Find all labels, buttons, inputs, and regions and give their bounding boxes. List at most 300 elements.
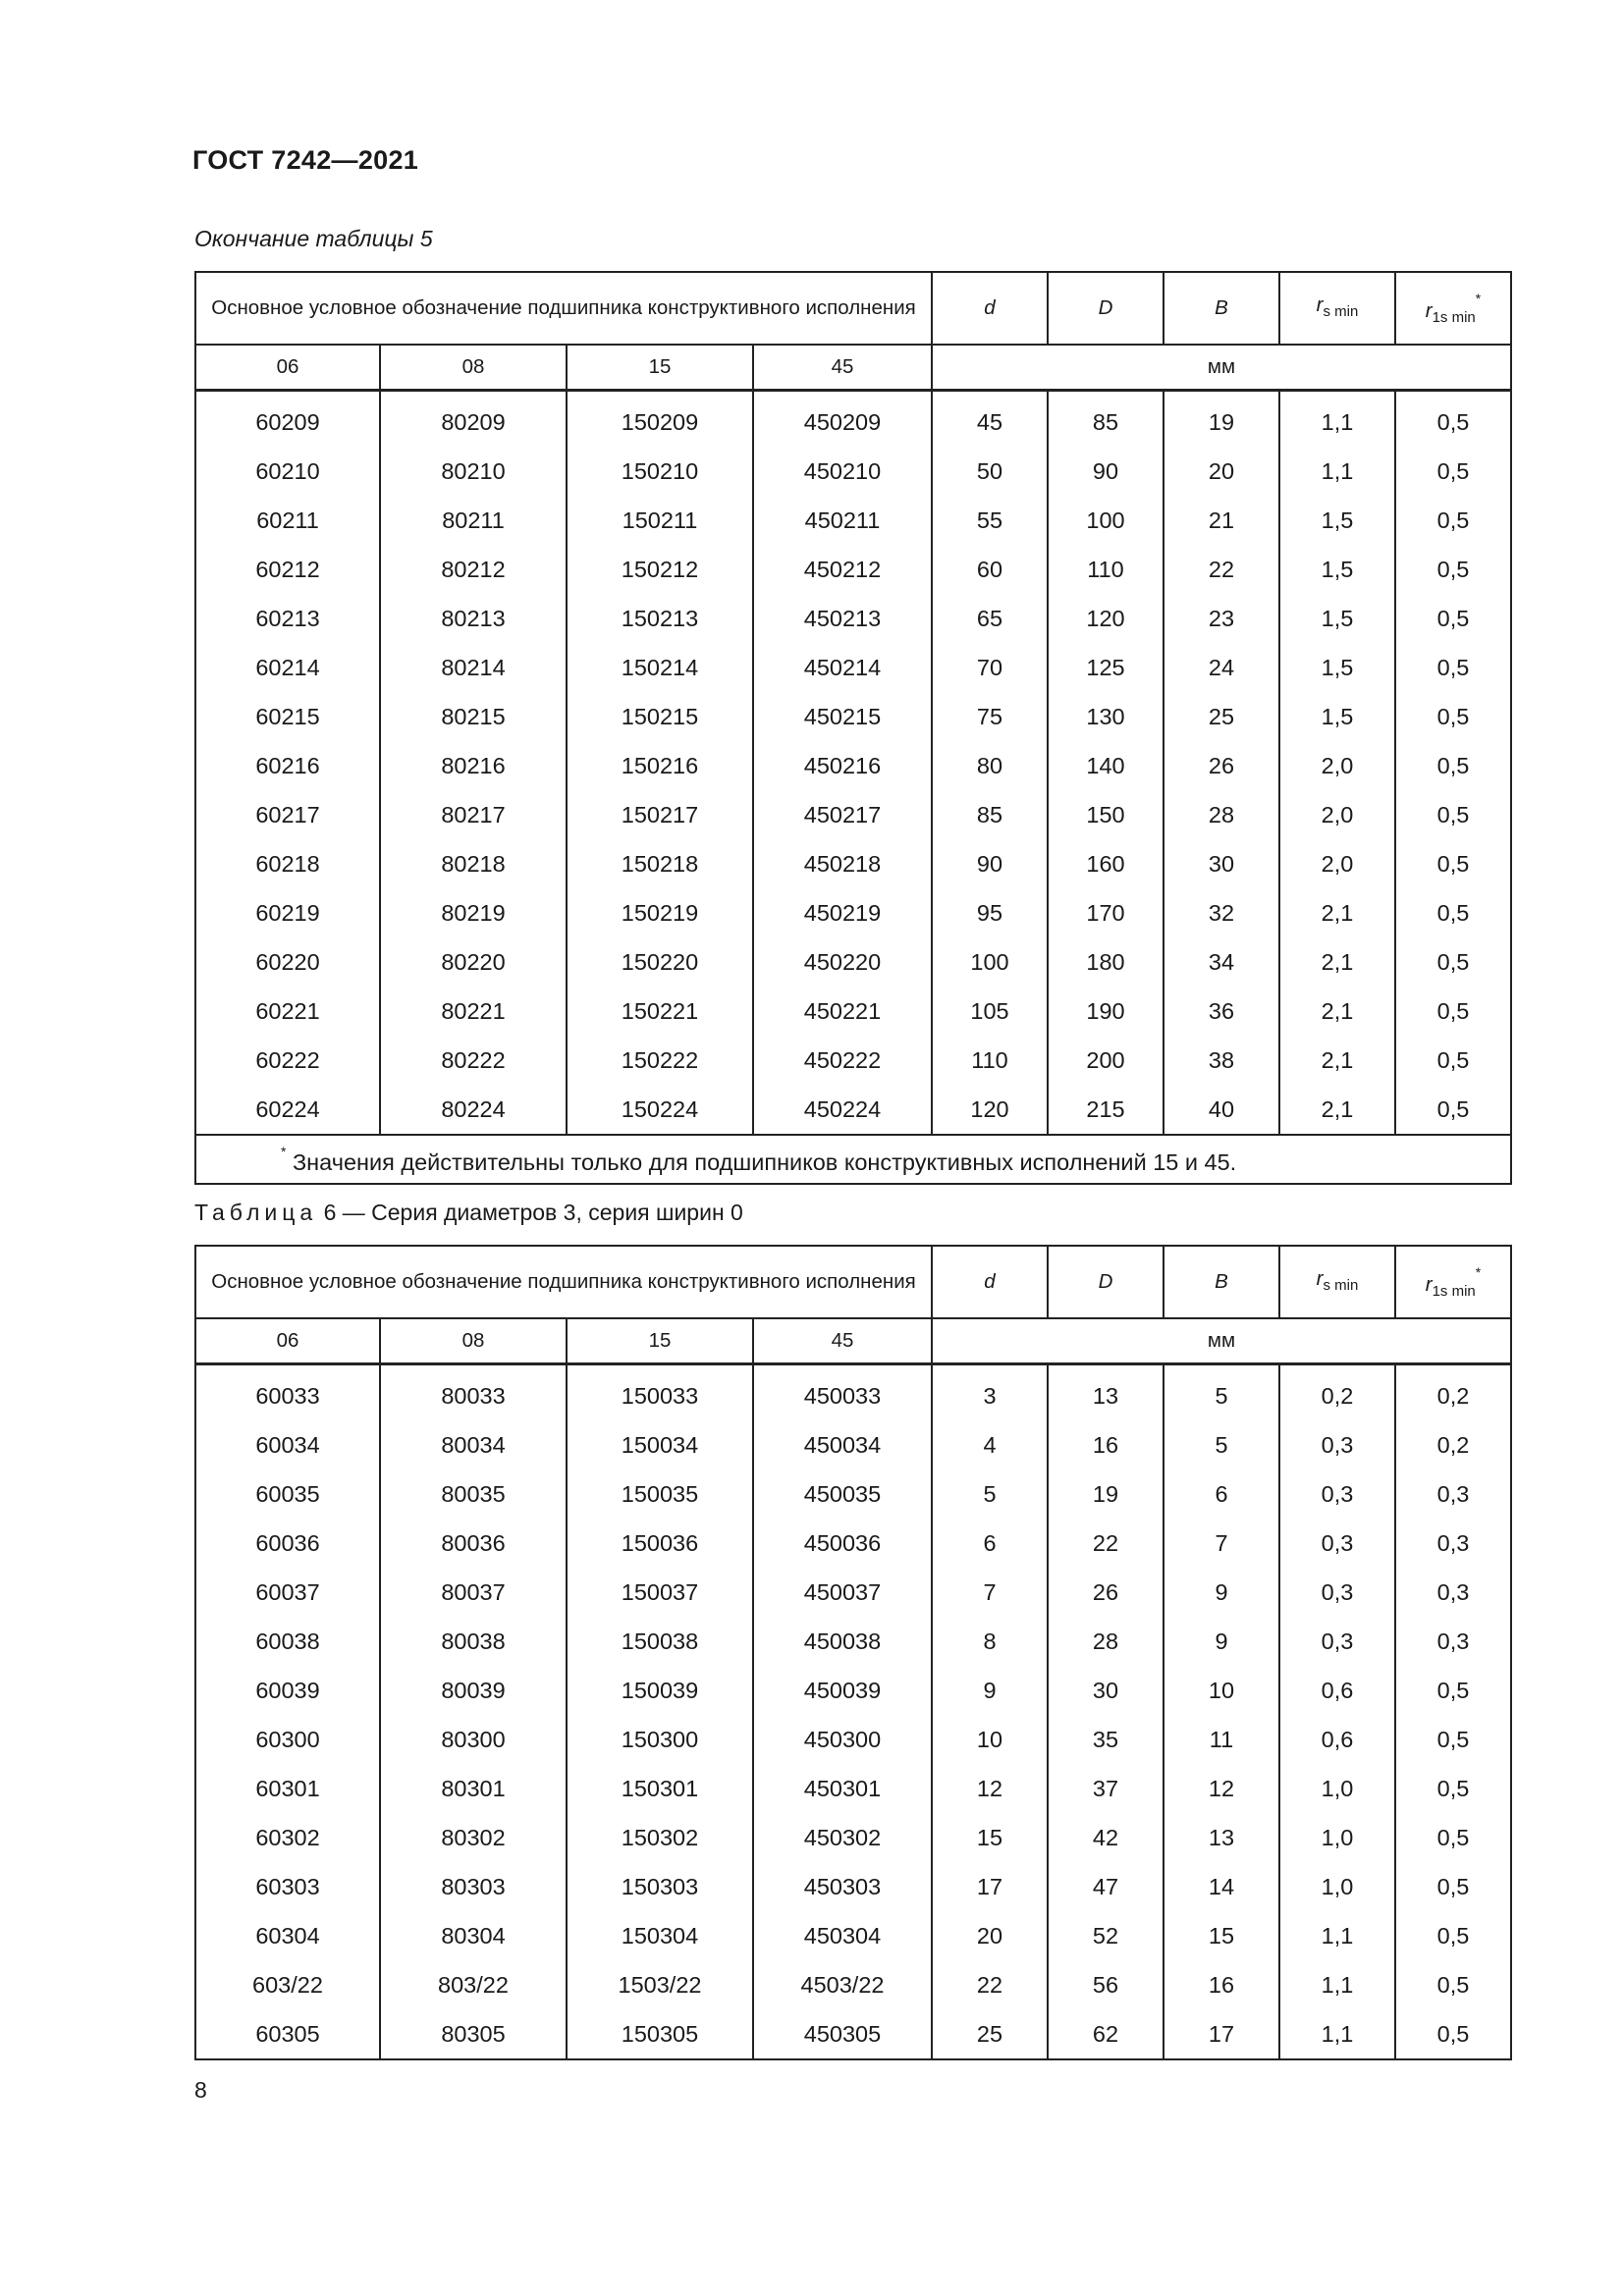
table-cell: 450213 bbox=[753, 594, 932, 643]
table-row bbox=[195, 1420, 1511, 1469]
table-cell: 2,1 bbox=[1279, 937, 1395, 987]
table-cell: 80224 bbox=[380, 1085, 567, 1135]
table-cell: 0,5 bbox=[1395, 1960, 1511, 2009]
table-cell: 150039 bbox=[567, 1666, 753, 1715]
table-cell: 60038 bbox=[195, 1617, 380, 1666]
table-cell: 2,1 bbox=[1279, 1036, 1395, 1085]
col-header-r1s-min: $r_{1s min}^*$ bbox=[1395, 272, 1511, 345]
table-cell: 80217 bbox=[380, 790, 567, 839]
table-cell: 215 bbox=[1048, 1085, 1164, 1135]
table-cell: 4 bbox=[932, 1420, 1048, 1469]
table-row bbox=[195, 1715, 1511, 1764]
table-cell: 80034 bbox=[380, 1420, 567, 1469]
table-cell: 23 bbox=[1164, 594, 1279, 643]
table-cell: 450034 bbox=[753, 1420, 932, 1469]
table-cell: 0,5 bbox=[1395, 1036, 1511, 1085]
table-row bbox=[195, 1469, 1511, 1519]
table-cell: 11 bbox=[1164, 1715, 1279, 1764]
table-cell: 450305 bbox=[753, 2009, 932, 2059]
table-cell: 60300 bbox=[195, 1715, 380, 1764]
table-cell: 0,3 bbox=[1279, 1568, 1395, 1617]
table-cell: 450304 bbox=[753, 1911, 932, 1960]
table-cell: 0,5 bbox=[1395, 937, 1511, 987]
table-cell: 0,5 bbox=[1395, 1862, 1511, 1911]
table-cell: 28 bbox=[1164, 790, 1279, 839]
table-cell: 105 bbox=[932, 987, 1048, 1036]
table-cell: 80038 bbox=[380, 1617, 567, 1666]
table-cell: 36 bbox=[1164, 987, 1279, 1036]
table-cell: 0,5 bbox=[1395, 643, 1511, 692]
table-cell: 450035 bbox=[753, 1469, 932, 1519]
unit-header: мм bbox=[932, 345, 1511, 391]
table-cell: 30 bbox=[1164, 839, 1279, 888]
table-cell: 2,0 bbox=[1279, 741, 1395, 790]
table-cell: 5 bbox=[1164, 1364, 1279, 1421]
table-cell: 450218 bbox=[753, 839, 932, 888]
table-cell: 450211 bbox=[753, 496, 932, 545]
table-cell: 80222 bbox=[380, 1036, 567, 1085]
table-row bbox=[195, 594, 1511, 643]
table-cell: 9 bbox=[932, 1666, 1048, 1715]
designation-group-header: Основное условное обозначение подшипника конструктивного исполнения bbox=[195, 1246, 932, 1318]
table-row bbox=[195, 1960, 1511, 2009]
table-cell: 0,2 bbox=[1279, 1364, 1395, 1421]
table-cell: 110 bbox=[932, 1036, 1048, 1085]
table-cell: 25 bbox=[932, 2009, 1048, 2059]
table-cell: 80305 bbox=[380, 2009, 567, 2059]
table-cell: 20 bbox=[1164, 447, 1279, 496]
table-cell: 150212 bbox=[567, 545, 753, 594]
table-cell: 32 bbox=[1164, 888, 1279, 937]
table-cell: 190 bbox=[1048, 987, 1164, 1036]
table-cell: 60039 bbox=[195, 1666, 380, 1715]
table-cell: 80218 bbox=[380, 839, 567, 888]
table-cell: 60219 bbox=[195, 888, 380, 937]
table-cell: 150216 bbox=[567, 741, 753, 790]
table-cell: 13 bbox=[1164, 1813, 1279, 1862]
table-row bbox=[195, 1519, 1511, 1568]
table-cell: 80303 bbox=[380, 1862, 567, 1911]
table-cell: 2,0 bbox=[1279, 839, 1395, 888]
table-cell: 150035 bbox=[567, 1469, 753, 1519]
table5-footnote: * Значения действительны только для подшипников конструктивных исполнений 15 и 45. bbox=[195, 1135, 1511, 1184]
table-cell: 26 bbox=[1048, 1568, 1164, 1617]
table-cell: 60302 bbox=[195, 1813, 380, 1862]
table-cell: 60215 bbox=[195, 692, 380, 741]
table-cell: 2,1 bbox=[1279, 888, 1395, 937]
table-cell: 10 bbox=[932, 1715, 1048, 1764]
table-row bbox=[195, 1036, 1511, 1085]
table-cell: 0,5 bbox=[1395, 545, 1511, 594]
table-cell: 22 bbox=[1048, 1519, 1164, 1568]
table-cell: 80212 bbox=[380, 545, 567, 594]
table-cell: 450210 bbox=[753, 447, 932, 496]
table-cell: 450209 bbox=[753, 391, 932, 448]
table-cell: 12 bbox=[1164, 1764, 1279, 1813]
table-cell: 80221 bbox=[380, 987, 567, 1036]
table-cell: 80033 bbox=[380, 1364, 567, 1421]
table-cell: 19 bbox=[1164, 391, 1279, 448]
table-cell: 60221 bbox=[195, 987, 380, 1036]
table-row bbox=[195, 888, 1511, 937]
table-cell: 1,1 bbox=[1279, 391, 1395, 448]
table-cell: 0,5 bbox=[1395, 987, 1511, 1036]
table-cell: 80210 bbox=[380, 447, 567, 496]
table-cell: 60217 bbox=[195, 790, 380, 839]
table-cell: 0,5 bbox=[1395, 1666, 1511, 1715]
table-cell: 0,5 bbox=[1395, 496, 1511, 545]
sub-header-06: 06 bbox=[195, 345, 380, 391]
table-cell: 450217 bbox=[753, 790, 932, 839]
table-cell: 100 bbox=[932, 937, 1048, 987]
table-cell: 450222 bbox=[753, 1036, 932, 1085]
table-cell: 150217 bbox=[567, 790, 753, 839]
table-cell: 34 bbox=[1164, 937, 1279, 987]
table-cell: 90 bbox=[1048, 447, 1164, 496]
table-cell: 1,5 bbox=[1279, 545, 1395, 594]
table-cell: 1,1 bbox=[1279, 1960, 1395, 2009]
table-cell: 0,5 bbox=[1395, 1911, 1511, 1960]
table-cell: 450212 bbox=[753, 545, 932, 594]
table-row bbox=[195, 1617, 1511, 1666]
table-cell: 450219 bbox=[753, 888, 932, 937]
table-row bbox=[195, 839, 1511, 888]
table-row bbox=[195, 1911, 1511, 1960]
table-cell: 60222 bbox=[195, 1036, 380, 1085]
table-cell: 150218 bbox=[567, 839, 753, 888]
table-cell: 150 bbox=[1048, 790, 1164, 839]
table-cell: 150036 bbox=[567, 1519, 753, 1568]
table-cell: 47 bbox=[1048, 1862, 1164, 1911]
table-cell: 60036 bbox=[195, 1519, 380, 1568]
table-5 bbox=[194, 271, 1512, 1185]
table-cell: 450039 bbox=[753, 1666, 932, 1715]
table-cell: 5 bbox=[1164, 1420, 1279, 1469]
table-cell: 62 bbox=[1048, 2009, 1164, 2059]
table-cell: 150037 bbox=[567, 1568, 753, 1617]
table-cell: 80209 bbox=[380, 391, 567, 448]
table-cell: 150215 bbox=[567, 692, 753, 741]
table-cell: 1,0 bbox=[1279, 1813, 1395, 1862]
table-cell: 37 bbox=[1048, 1764, 1164, 1813]
sub-header-45: 45 bbox=[753, 345, 932, 391]
table-row bbox=[195, 1764, 1511, 1813]
table-cell: 25 bbox=[1164, 692, 1279, 741]
table-cell: 125 bbox=[1048, 643, 1164, 692]
table-cell: 65 bbox=[932, 594, 1048, 643]
table-cell: 2,0 bbox=[1279, 790, 1395, 839]
table-cell: 450224 bbox=[753, 1085, 932, 1135]
table-cell: 12 bbox=[932, 1764, 1048, 1813]
table-row bbox=[195, 692, 1511, 741]
table-cell: 150222 bbox=[567, 1036, 753, 1085]
table-cell: 60304 bbox=[195, 1911, 380, 1960]
table-cell: 0,5 bbox=[1395, 1715, 1511, 1764]
table-cell: 13 bbox=[1048, 1364, 1164, 1421]
table-cell: 0,5 bbox=[1395, 741, 1511, 790]
table-cell: 80215 bbox=[380, 692, 567, 741]
table-cell: 450301 bbox=[753, 1764, 932, 1813]
table-cell: 450033 bbox=[753, 1364, 932, 1421]
table5-caption: Окончание таблицы 5 bbox=[194, 226, 433, 251]
table-cell: 75 bbox=[932, 692, 1048, 741]
table-cell: 1503/22 bbox=[567, 1960, 753, 2009]
table-row bbox=[195, 741, 1511, 790]
table-cell: 60214 bbox=[195, 643, 380, 692]
col-header-D: D bbox=[1048, 1246, 1164, 1318]
table-cell: 150214 bbox=[567, 643, 753, 692]
table-row bbox=[195, 1813, 1511, 1862]
sub-header-08: 08 bbox=[380, 345, 567, 391]
table-cell: 21 bbox=[1164, 496, 1279, 545]
table6-caption: Таблица 6 — Серия диаметров 3, серия ширин 0 bbox=[194, 1200, 743, 1225]
table-cell: 1,5 bbox=[1279, 496, 1395, 545]
table-cell: 60218 bbox=[195, 839, 380, 888]
table-cell: 0,3 bbox=[1395, 1469, 1511, 1519]
table-cell: 1,1 bbox=[1279, 2009, 1395, 2059]
table-cell: 150301 bbox=[567, 1764, 753, 1813]
table-cell: 200 bbox=[1048, 1036, 1164, 1085]
table-cell: 80037 bbox=[380, 1568, 567, 1617]
table-row bbox=[195, 1862, 1511, 1911]
table-cell: 40 bbox=[1164, 1085, 1279, 1135]
table-row bbox=[195, 1666, 1511, 1715]
table-row bbox=[195, 1364, 1511, 1421]
table-cell: 15 bbox=[932, 1813, 1048, 1862]
table-cell: 16 bbox=[1164, 1960, 1279, 2009]
table-cell: 19 bbox=[1048, 1469, 1164, 1519]
table-cell: 0,2 bbox=[1395, 1364, 1511, 1421]
table-cell: 0,3 bbox=[1395, 1568, 1511, 1617]
table-cell: 120 bbox=[1048, 594, 1164, 643]
table-cell: 150033 bbox=[567, 1364, 753, 1421]
document-code: ГОСТ 7242—2021 bbox=[192, 145, 419, 175]
table-cell: 0,3 bbox=[1279, 1420, 1395, 1469]
table-cell: 85 bbox=[1048, 391, 1164, 448]
col-header-rs-min: $r_{s min}$ bbox=[1279, 272, 1395, 345]
col-header-r1s-min: $r_{1s min}^*$ bbox=[1395, 1246, 1511, 1318]
table-cell: 70 bbox=[932, 643, 1048, 692]
col-header-B: B bbox=[1164, 272, 1279, 345]
table-cell: 60305 bbox=[195, 2009, 380, 2059]
table-row bbox=[195, 2009, 1511, 2059]
table-cell: 50 bbox=[932, 447, 1048, 496]
table-cell: 5 bbox=[932, 1469, 1048, 1519]
table-cell: 0,3 bbox=[1279, 1469, 1395, 1519]
table-cell: 35 bbox=[1048, 1715, 1164, 1764]
table-cell: 450215 bbox=[753, 692, 932, 741]
table-cell: 0,5 bbox=[1395, 692, 1511, 741]
table-cell: 22 bbox=[1164, 545, 1279, 594]
table-cell: 150304 bbox=[567, 1911, 753, 1960]
table-cell: 60035 bbox=[195, 1469, 380, 1519]
table-cell: 22 bbox=[932, 1960, 1048, 2009]
table-cell: 60210 bbox=[195, 447, 380, 496]
table-row bbox=[195, 1568, 1511, 1617]
table-cell: 56 bbox=[1048, 1960, 1164, 2009]
table-cell: 80211 bbox=[380, 496, 567, 545]
table-cell: 450036 bbox=[753, 1519, 932, 1568]
table-row bbox=[195, 937, 1511, 987]
table-cell: 603/22 bbox=[195, 1960, 380, 2009]
table-cell: 45 bbox=[932, 391, 1048, 448]
table-row bbox=[195, 545, 1511, 594]
table-cell: 60216 bbox=[195, 741, 380, 790]
table-cell: 0,3 bbox=[1395, 1617, 1511, 1666]
table-cell: 80301 bbox=[380, 1764, 567, 1813]
table-cell: 150038 bbox=[567, 1617, 753, 1666]
table-row bbox=[195, 447, 1511, 496]
table-cell: 1,5 bbox=[1279, 594, 1395, 643]
table-cell: 160 bbox=[1048, 839, 1164, 888]
table-cell: 150302 bbox=[567, 1813, 753, 1862]
table-cell: 9 bbox=[1164, 1617, 1279, 1666]
table-cell: 180 bbox=[1048, 937, 1164, 987]
table-cell: 38 bbox=[1164, 1036, 1279, 1085]
table-cell: 95 bbox=[932, 888, 1048, 937]
table-cell: 7 bbox=[1164, 1519, 1279, 1568]
table-cell: 60301 bbox=[195, 1764, 380, 1813]
sub-header-15: 15 bbox=[567, 345, 753, 391]
table-cell: 24 bbox=[1164, 643, 1279, 692]
table-cell: 80304 bbox=[380, 1911, 567, 1960]
table-cell: 28 bbox=[1048, 1617, 1164, 1666]
table-cell: 450037 bbox=[753, 1568, 932, 1617]
table-cell: 0,5 bbox=[1395, 1085, 1511, 1135]
table-cell: 100 bbox=[1048, 496, 1164, 545]
table-cell: 0,5 bbox=[1395, 447, 1511, 496]
table-cell: 120 bbox=[932, 1085, 1048, 1135]
table-cell: 30 bbox=[1048, 1666, 1164, 1715]
table-cell: 110 bbox=[1048, 545, 1164, 594]
table-cell: 150211 bbox=[567, 496, 753, 545]
table-cell: 10 bbox=[1164, 1666, 1279, 1715]
table-cell: 80039 bbox=[380, 1666, 567, 1715]
table-cell: 80300 bbox=[380, 1715, 567, 1764]
table-cell: 450302 bbox=[753, 1813, 932, 1862]
table-cell: 1,0 bbox=[1279, 1764, 1395, 1813]
table-cell: 1,5 bbox=[1279, 692, 1395, 741]
table-cell: 130 bbox=[1048, 692, 1164, 741]
col-header-D: D bbox=[1048, 272, 1164, 345]
table-row bbox=[195, 987, 1511, 1036]
table-cell: 17 bbox=[932, 1862, 1048, 1911]
table-6 bbox=[194, 1245, 1512, 2060]
table-cell: 80216 bbox=[380, 741, 567, 790]
table-cell: 150303 bbox=[567, 1862, 753, 1911]
table-cell: 0,3 bbox=[1395, 1519, 1511, 1568]
table-cell: 0,5 bbox=[1395, 1764, 1511, 1813]
table-cell: 450214 bbox=[753, 643, 932, 692]
col-header-rs-min: $r_{s min}$ bbox=[1279, 1246, 1395, 1318]
table-cell: 0,2 bbox=[1395, 1420, 1511, 1469]
table-cell: 0,6 bbox=[1279, 1666, 1395, 1715]
table-cell: 6 bbox=[1164, 1469, 1279, 1519]
sub-header-08: 08 bbox=[380, 1318, 567, 1364]
table-cell: 150213 bbox=[567, 594, 753, 643]
table-cell: 8 bbox=[932, 1617, 1048, 1666]
table-cell: 26 bbox=[1164, 741, 1279, 790]
table-cell: 6 bbox=[932, 1519, 1048, 1568]
table-cell: 90 bbox=[932, 839, 1048, 888]
table-cell: 42 bbox=[1048, 1813, 1164, 1862]
table-cell: 150224 bbox=[567, 1085, 753, 1135]
table-cell: 0,5 bbox=[1395, 1813, 1511, 1862]
col-header-d: d bbox=[932, 272, 1048, 345]
table-cell: 60220 bbox=[195, 937, 380, 987]
table-cell: 450038 bbox=[753, 1617, 932, 1666]
table-row bbox=[195, 391, 1511, 448]
table-cell: 150221 bbox=[567, 987, 753, 1036]
table-cell: 0,5 bbox=[1395, 888, 1511, 937]
table-cell: 17 bbox=[1164, 2009, 1279, 2059]
table-cell: 1,1 bbox=[1279, 447, 1395, 496]
table-cell: 0,5 bbox=[1395, 839, 1511, 888]
table-cell: 7 bbox=[932, 1568, 1048, 1617]
table-cell: 150300 bbox=[567, 1715, 753, 1764]
table-cell: 170 bbox=[1048, 888, 1164, 937]
col-header-B: B bbox=[1164, 1246, 1279, 1318]
table-cell: 60 bbox=[932, 545, 1048, 594]
table-cell: 60212 bbox=[195, 545, 380, 594]
table-cell: 3 bbox=[932, 1364, 1048, 1421]
table-cell: 0,6 bbox=[1279, 1715, 1395, 1764]
table-cell: 60224 bbox=[195, 1085, 380, 1135]
table-cell: 150305 bbox=[567, 2009, 753, 2059]
table-cell: 1,0 bbox=[1279, 1862, 1395, 1911]
table-cell: 80 bbox=[932, 741, 1048, 790]
table-cell: 150210 bbox=[567, 447, 753, 496]
table-cell: 450221 bbox=[753, 987, 932, 1036]
table-cell: 52 bbox=[1048, 1911, 1164, 1960]
table-cell: 80219 bbox=[380, 888, 567, 937]
table-cell: 60037 bbox=[195, 1568, 380, 1617]
table-cell: 0,3 bbox=[1279, 1519, 1395, 1568]
table-cell: 2,1 bbox=[1279, 1085, 1395, 1135]
table-cell: 9 bbox=[1164, 1568, 1279, 1617]
table-cell: 1,1 bbox=[1279, 1911, 1395, 1960]
table-cell: 2,1 bbox=[1279, 987, 1395, 1036]
table-cell: 80302 bbox=[380, 1813, 567, 1862]
table-cell: 150209 bbox=[567, 391, 753, 448]
table-row bbox=[195, 790, 1511, 839]
table-cell: 80036 bbox=[380, 1519, 567, 1568]
table-cell: 60211 bbox=[195, 496, 380, 545]
sub-header-06: 06 bbox=[195, 1318, 380, 1364]
table-cell: 55 bbox=[932, 496, 1048, 545]
table-cell: 450216 bbox=[753, 741, 932, 790]
table-cell: 85 bbox=[932, 790, 1048, 839]
table-cell: 14 bbox=[1164, 1862, 1279, 1911]
table-cell: 0,5 bbox=[1395, 594, 1511, 643]
table-cell: 1,5 bbox=[1279, 643, 1395, 692]
table-cell: 80220 bbox=[380, 937, 567, 987]
table-cell: 4503/22 bbox=[753, 1960, 932, 2009]
table-cell: 15 bbox=[1164, 1911, 1279, 1960]
table-row bbox=[195, 496, 1511, 545]
table-cell: 80213 bbox=[380, 594, 567, 643]
page-number: 8 bbox=[194, 2077, 207, 2103]
table-cell: 803/22 bbox=[380, 1960, 567, 2009]
table-cell: 60303 bbox=[195, 1862, 380, 1911]
table-cell: 0,5 bbox=[1395, 391, 1511, 448]
sub-header-45: 45 bbox=[753, 1318, 932, 1364]
col-header-d: d bbox=[932, 1246, 1048, 1318]
table-cell: 60034 bbox=[195, 1420, 380, 1469]
table-cell: 150219 bbox=[567, 888, 753, 937]
table-cell: 450300 bbox=[753, 1715, 932, 1764]
table-cell: 60209 bbox=[195, 391, 380, 448]
